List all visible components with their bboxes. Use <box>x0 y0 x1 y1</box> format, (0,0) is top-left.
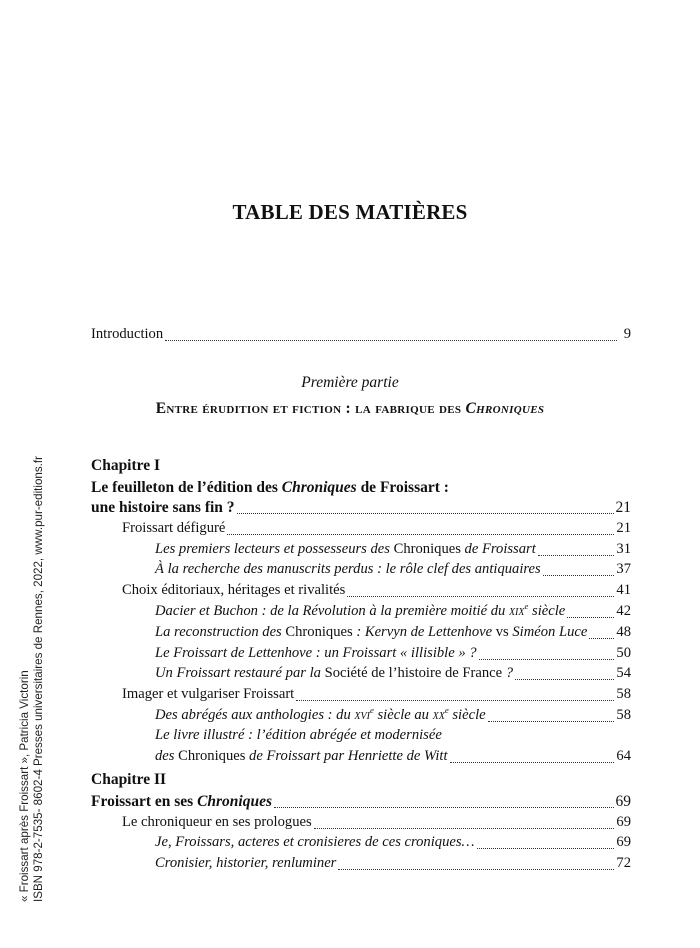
toc-entry-subsection[interactable]: Je, Froissars, acteres et cronisieres de ces croniques… 69 <box>155 834 631 850</box>
page-number: 41 <box>616 582 631 598</box>
toc-entry-section[interactable]: Choix éditoriaux, héritages et rivalités 41 <box>122 582 631 598</box>
toc-entry-subsection[interactable]: Les premiers lecteurs et possesseurs des Chroniques de Froissart 31 <box>155 541 631 557</box>
toc-entry-introduction[interactable]: Introduction 9 <box>91 326 631 342</box>
leader-dots <box>227 534 614 535</box>
toc-entry-section[interactable]: Le chroniqueur en ses prologues 69 <box>122 814 631 830</box>
toc-entry-subsection[interactable]: Le Froissart de Lettenhove : un Froissart « illisible » ? 50 <box>155 645 631 661</box>
leader-dots <box>567 617 614 618</box>
page-number: 69 <box>615 793 631 810</box>
toc-entry-chapter-1[interactable]: une histoire sans fin ? 21 <box>91 499 631 516</box>
toc-entry-subsection[interactable]: des Chroniques de Froissart par Henriette de Witt 64 <box>155 748 631 764</box>
page-number: 72 <box>616 855 631 871</box>
toc-entry-section[interactable]: Imager et vulgariser Froissart 58 <box>122 686 631 702</box>
toc-entry-subsection[interactable]: Cronisier, historier, renluminer 72 <box>155 855 631 871</box>
leader-dots <box>296 700 614 701</box>
toc-entry-subsection[interactable]: Dacier et Buchon : de la Révolution à la première moitié du xix$^e$ siècle 42 <box>155 601 631 619</box>
leader-dots <box>543 575 615 576</box>
page-number: 37 <box>616 561 631 577</box>
page-title: TABLE DES MATIÈRES <box>232 200 468 224</box>
leader-dots <box>274 807 613 808</box>
toc-entry-subsection[interactable]: Des abrégés aux anthologies : du xvi$^e$ siècle au $xx^e$ siècle 58 <box>155 705 631 723</box>
toc-entry-section[interactable]: Froissart défiguré 21 <box>122 520 631 536</box>
leader-dots <box>538 555 615 556</box>
page-number: 58 <box>616 707 631 723</box>
leader-dots <box>488 721 615 722</box>
page-number: 54 <box>616 665 631 681</box>
leader-dots <box>314 828 615 829</box>
leader-dots <box>338 869 614 870</box>
page-number: 21 <box>615 499 631 516</box>
side-note-line-2: ISBN 978-2-7535- 8602-4 Presses universitaires de Rennes, 2022, www.pur-editions.fr <box>32 456 45 902</box>
toc-entry-subsection-line1: Le livre illustré : l’édition abrégée et modernisée <box>155 727 442 743</box>
page-number: 69 <box>616 834 631 850</box>
toc-entry-chapter-2[interactable]: Froissart en ses Chroniques 69 <box>91 793 631 810</box>
part-title: Entre érudition et fiction : la fabrique des Chroniques <box>155 400 545 417</box>
page-number: 31 <box>616 541 631 557</box>
page-number: 58 <box>616 686 631 702</box>
leader-dots <box>515 679 614 680</box>
page-number: 50 <box>616 645 631 661</box>
leader-dots <box>347 596 614 597</box>
page-number: 69 <box>616 814 631 830</box>
leader-dots <box>450 762 615 763</box>
leader-dots <box>237 513 614 514</box>
chapter-2-head: Chapitre II <box>91 771 167 788</box>
toc-entry-subsection[interactable]: Un Froissart restauré par la Société de l’histoire de France ? 54 <box>155 665 631 681</box>
page-number: 21 <box>616 520 631 536</box>
toc-entry-subsection[interactable]: À la recherche des manuscrits perdus : le rôle clef des antiquaires 37 <box>155 561 631 577</box>
chapter-1-title: Le feuilleton de l’édition des Chroniques de Froissart : <box>91 479 449 496</box>
leader-dots <box>165 340 617 341</box>
toc-entry-subsection[interactable]: La reconstruction des Chroniques : Kervyn de Lettenhove vs Siméon Luce 48 <box>155 624 631 640</box>
page-number: 64 <box>616 748 631 764</box>
leader-dots <box>477 848 615 849</box>
part-label: Première partie <box>301 374 399 391</box>
page-number: 42 <box>616 603 631 619</box>
side-copyright-note <box>18 456 46 902</box>
side-note-line-1: « Froissart après Froissart », Patricia Victorin <box>18 670 31 902</box>
page-number: 48 <box>616 624 631 640</box>
leader-dots <box>589 638 614 639</box>
page-number: 9 <box>623 326 631 342</box>
leader-dots <box>479 659 615 660</box>
chapter-1-head: Chapitre I <box>91 457 161 474</box>
